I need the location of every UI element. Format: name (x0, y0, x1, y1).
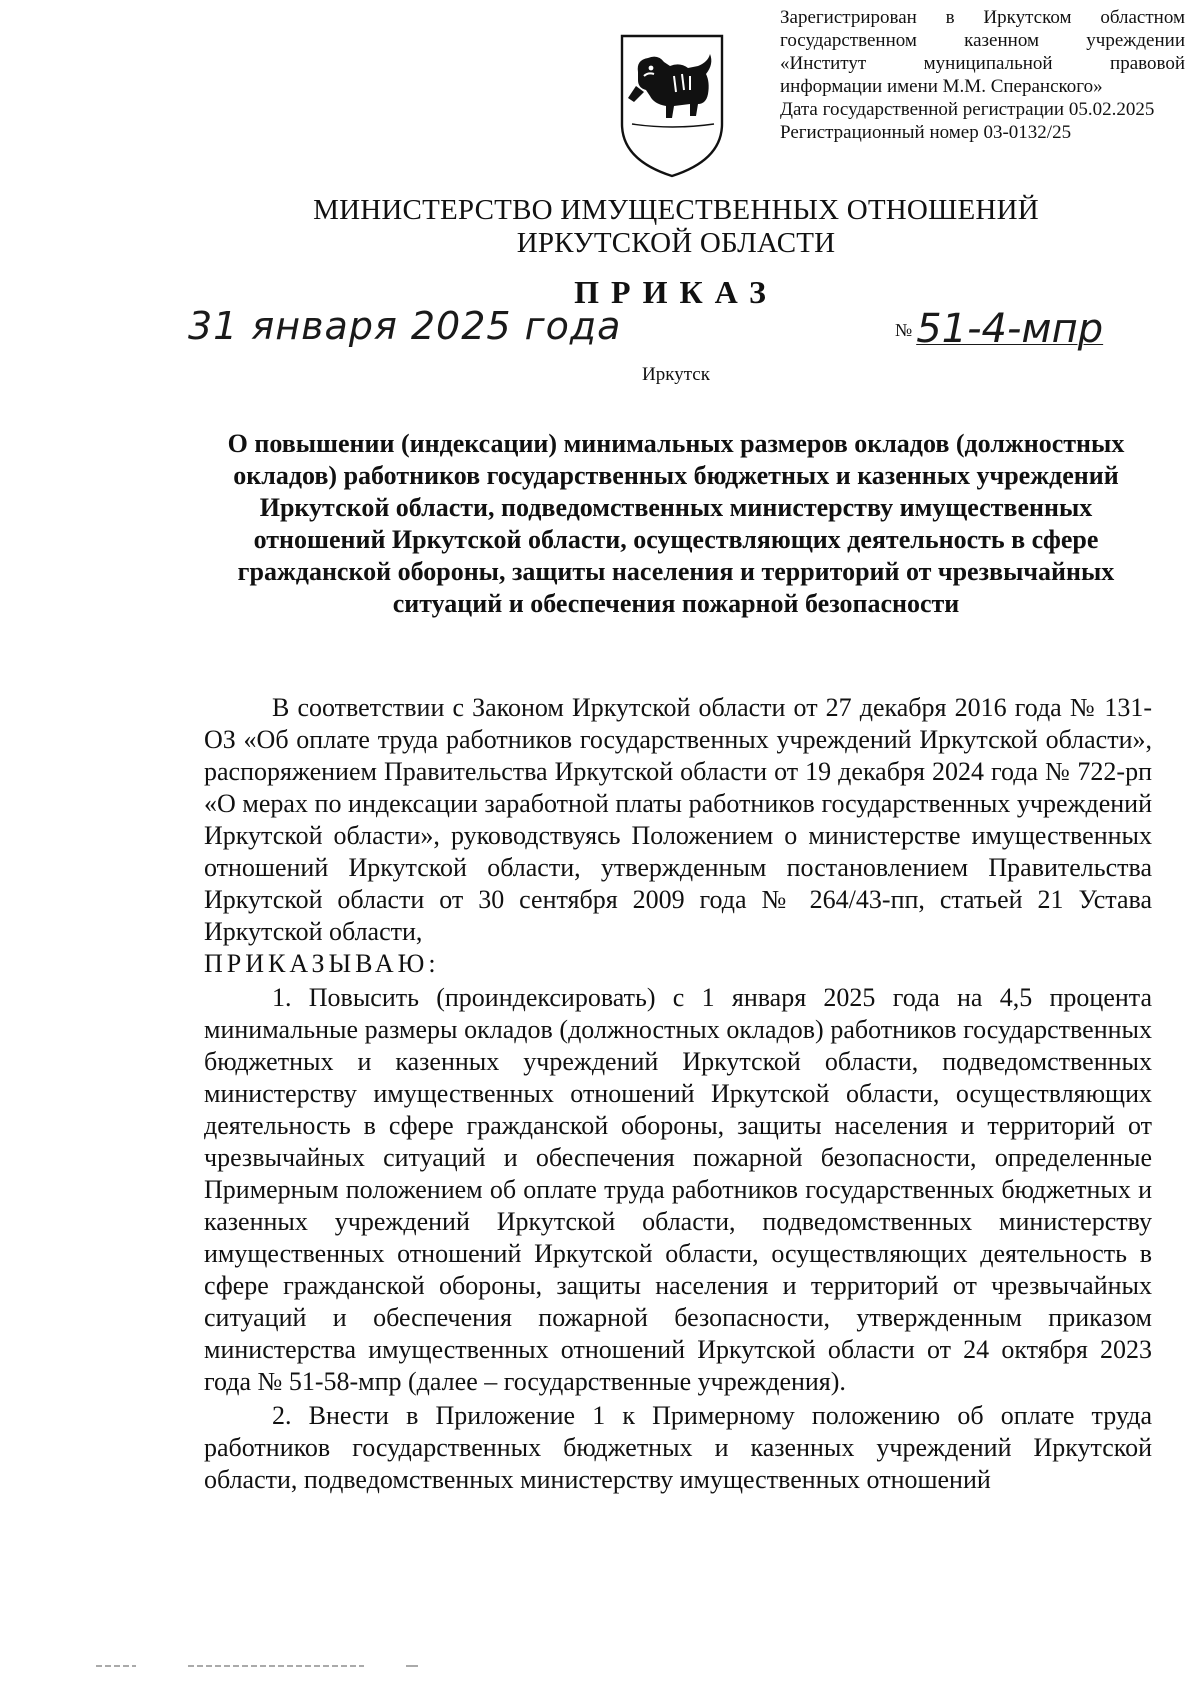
order-title: ПРИКАЗ (574, 274, 778, 310)
irkutsk-coat-of-arms-icon (618, 32, 726, 180)
number-sign: № (895, 320, 913, 340)
order-body (204, 692, 1152, 1496)
decree-word: ПРИКАЗЫВАЮ: (204, 949, 440, 978)
city: Иркутск (642, 364, 710, 385)
order-item-2: 2. Внести в Приложение 1 к Примерному положению об оплате труда работников государственных бюджетных и казенных учреждений Иркутской области, подведомственных министерству имущественных отношений (204, 1401, 1152, 1494)
registration-line: Регистрационный номер 03-0132/25 (780, 122, 1072, 143)
order-item-1: 1. Повысить (проиндексировать) с 1 января 2025 года на 4,5 процента минимальные размеры окладов (должностных окладов) работников государственных бюджетных и казенных учреждений Иркутской области, подведомственных министерству имущественных отношений Иркутской области, осуществляющих деятельность в сфере гражданской обороны, защиты населения и территорий от чрезвычайных ситуаций и обеспечения пожарной безопасности, определенные Примерным положением об оплате труда работников государственных бюджетных и казенных учреждений Иркутской области, подведомственных министерству имущественных отношений Иркутской области, осуществляющих деятельность в сфере гражданской обороны, защиты населения и территорий от чрезвычайных ситуаций и обеспечения пожарной безопасности, утвержденным приказом министерства имущественных отношений Иркутской области от 24 октября 2023 года № 51-58-мпр (далее – государственные учреждения). (204, 983, 1152, 1396)
handwritten-date: 31 января 2025 года (188, 304, 622, 348)
registration-line: Дата государственной регистрации 05.02.2025 (780, 99, 1155, 120)
handwritten-number: 51-4-мпр (916, 306, 1104, 352)
order-subject: О повышении (индексации) минимальных размеров окладов (должностных окладов) работников государственных бюджетных и казенных учреждений Иркутской области, подведомственных министерству имущественных отношений Иркутской области, осуществляющих деятельность в сфере гражданской обороны, защиты населения и территорий от чрезвычайных ситуаций и обеспечения пожарной безопасности (227, 429, 1125, 618)
ministry-line-2: ИРКУТСКОЙ ОБЛАСТИ (516, 227, 836, 259)
registration-note (780, 6, 1185, 144)
registration-line: Зарегистрирован в Иркутском областном государственном казенном учреждении «Институт муниципальной правовой информации имени М.М. Сперанского» (780, 7, 1185, 97)
ministry-name (0, 194, 1200, 260)
preamble-paragraph: В соответствии с Законом Иркутской области от 27 декабря 2016 года № 131-ОЗ «Об оплате труда работников государственных учреждений Иркутской области», распоряжением Правительства Иркутской области от 19 декабря 2024 года № 722-рп «О мерах по индексации заработной платы работников государственных учреждений Иркутской области», руководствуясь Положением о министерстве имущественных отношений Иркутской области, утвержденным постановлением Правительства Иркутской области от 30 сентября 2009 года № 264/43-пп, статьей 21 Устава Иркутской области, (204, 693, 1152, 946)
order-number (895, 306, 1103, 352)
scan-artifact-dashes (96, 1664, 496, 1668)
ministry-line-1: МИНИСТЕРСТВО ИМУЩЕСТВЕННЫХ ОТНОШЕНИЙ (313, 194, 1039, 226)
